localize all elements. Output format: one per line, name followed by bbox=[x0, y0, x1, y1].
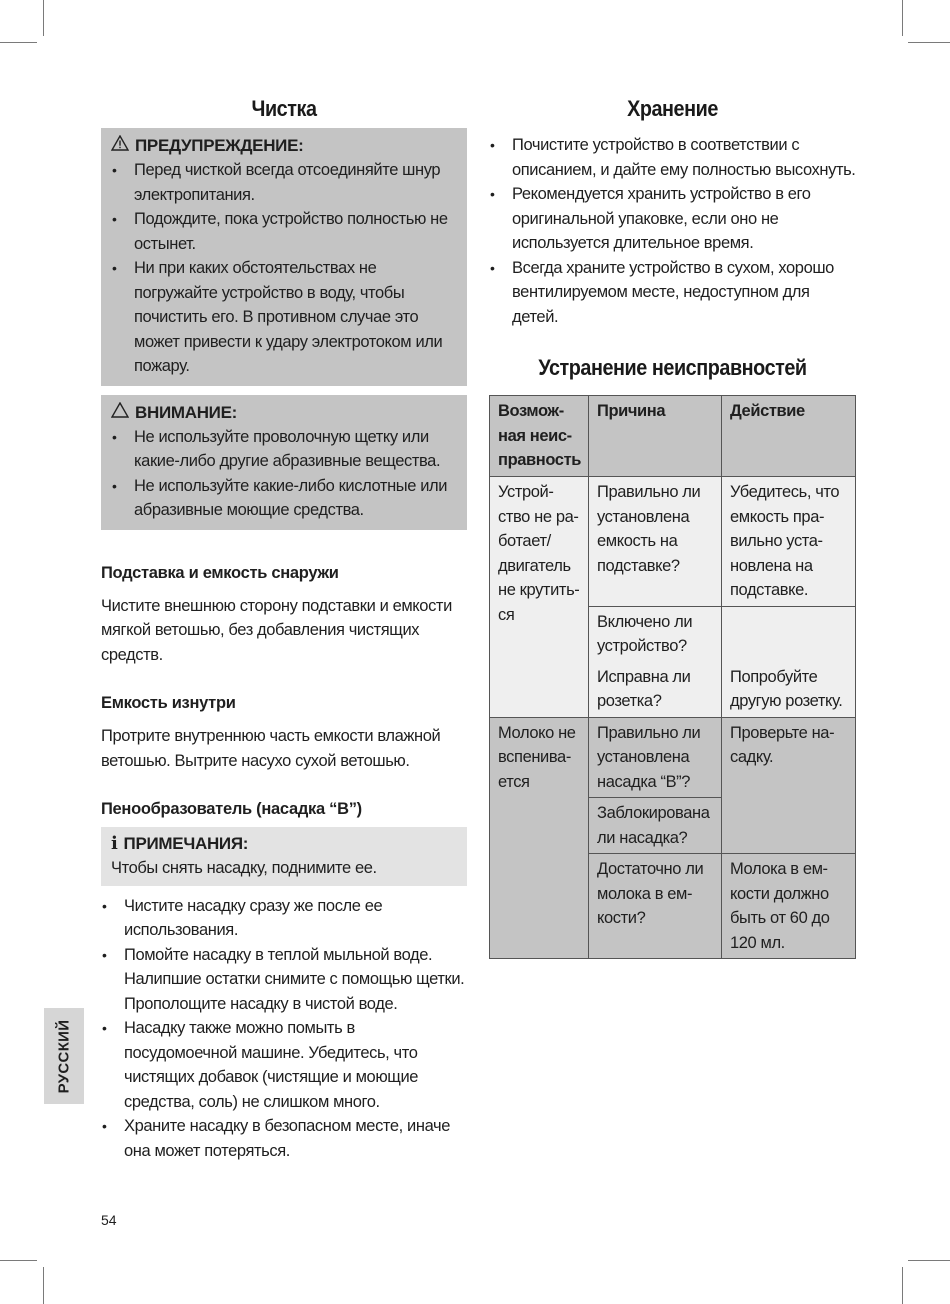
caution-title: ВНИМАНИЕ: bbox=[135, 402, 238, 422]
warning-box bbox=[101, 128, 467, 386]
paragraph-container-inside: Протрите внутреннюю часть емкости влажной ветошью. Вытрите насухо сухой ветошью. bbox=[101, 727, 441, 770]
list-item: • Не используйте какие-либо кислотные или абразивные моющие средства. bbox=[111, 474, 457, 523]
language-tab-label: РУССКИЙ bbox=[55, 1019, 73, 1093]
list-item: • Подождите, пока устройство полностью не остынет. bbox=[111, 207, 457, 256]
table-row bbox=[490, 717, 856, 798]
page-number: 54 bbox=[101, 1212, 117, 1228]
problem-cell: Молоко не вспенивается bbox=[490, 717, 589, 959]
crop-mark bbox=[43, 0, 44, 36]
list-item: • Храните насадку в безопасном месте, иначе она может потеряться. bbox=[101, 1114, 467, 1163]
crop-mark bbox=[0, 42, 37, 43]
action-cell: Убедитесь, что емкость правильно установлена на подставке. bbox=[722, 477, 856, 607]
header-action: Действие bbox=[722, 396, 856, 477]
action-cell: Попробуйте другую розетку. bbox=[722, 662, 856, 718]
note-title: ПРИМЕЧАНИЯ: bbox=[123, 834, 249, 853]
cause-cell: Достаточно ли молока в емкости? bbox=[589, 854, 722, 959]
crop-mark bbox=[908, 1260, 950, 1261]
warning-title: ПРЕДУПРЕЖДЕНИЕ: bbox=[135, 136, 304, 155]
language-tab bbox=[44, 1008, 84, 1104]
troubleshooting-table bbox=[489, 395, 856, 959]
crop-mark bbox=[908, 42, 950, 43]
warning-list bbox=[111, 158, 457, 379]
list-item: • Перед чисткой всегда отсоединяйте шнур электропитания. bbox=[111, 158, 457, 207]
list-item: • Ни при каких обстоятельствах не погружайте устройство в воду, чтобы почистить его. В противном случае это может привести к удару электротоком или пожару. bbox=[111, 256, 457, 379]
crop-mark bbox=[43, 1267, 44, 1304]
action-cell: Молока в емкости должно быть от 60 до 120 мл. bbox=[722, 854, 856, 959]
subheading-container-inside: Емкость изнутри bbox=[101, 694, 236, 712]
subheading-frother: Пенообразователь (насадка “B”) bbox=[101, 800, 362, 818]
list-item: • Насадку также можно помыть в посудомоечной машине. Убедитесь, что чистящих добавок (чистящие и моющие средства, соль) не слишком много. bbox=[101, 1016, 467, 1114]
section-title-storage: Хранение bbox=[627, 96, 718, 121]
right-column bbox=[489, 0, 856, 959]
note-text: Чтобы снять насадку, поднимите ее. bbox=[111, 859, 377, 877]
caution-list bbox=[111, 425, 457, 523]
note-header bbox=[111, 832, 457, 856]
frother-list bbox=[101, 894, 467, 1164]
list-item: • Рекомендуется хранить устройство в его оригинальной упаковке, если оно не используется длительное время. bbox=[489, 182, 856, 256]
warning-triangle-icon bbox=[111, 134, 129, 158]
list-item: • Почистите устройство в соответствии с описанием, и дайте ему полностью высохнуть. bbox=[489, 133, 856, 182]
table-row bbox=[490, 477, 856, 607]
paragraph-base-outside: Чистите внешнюю сторону подставки и емкости мягкой ветошью, без добавления чистящих средств. bbox=[101, 596, 452, 664]
subheading-base-outside: Подставка и емкость снаружи bbox=[101, 563, 339, 582]
cause-cell: Заблокирована ли насадка? bbox=[589, 798, 722, 854]
problem-cell: Устройство не работает/ двигатель не крутиться bbox=[490, 477, 589, 718]
action-cell bbox=[722, 606, 856, 662]
list-item: • Помойте насадку в теплой мыльной воде. Налипшие остатки снимите с помощью щетки. Прополощите насадку в чистой воде. bbox=[101, 943, 467, 1017]
storage-list bbox=[489, 133, 856, 329]
list-item: • Всегда храните устройство в сухом, хорошо вентилируемом месте, недоступном для детей. bbox=[489, 256, 856, 330]
header-problem: Возможная неисправность bbox=[490, 396, 589, 477]
list-item: • Не используйте проволочную щетку или какие-либо другие абразивные вещества. bbox=[111, 425, 457, 474]
header-cause: Причина bbox=[589, 396, 722, 477]
cause-cell: Включено ли устройство? bbox=[589, 606, 722, 662]
section-title-troubleshooting: Устранение неисправностей bbox=[538, 355, 807, 380]
cause-cell: Правильно ли установлена емкость на подставке? bbox=[589, 477, 722, 607]
caution-header bbox=[111, 401, 457, 425]
cause-cell: Правильно ли установлена насадка “B”? bbox=[589, 717, 722, 798]
table-header-row bbox=[490, 396, 856, 477]
caution-box bbox=[101, 395, 467, 530]
caution-triangle-icon bbox=[111, 401, 129, 425]
note-box bbox=[101, 827, 467, 886]
crop-mark bbox=[902, 1267, 903, 1304]
list-item: • Чистите насадку сразу же после ее использования. bbox=[101, 894, 467, 943]
cause-cell: Исправна ли розетка? bbox=[589, 662, 722, 718]
left-column bbox=[101, 0, 467, 1163]
crop-mark bbox=[0, 1260, 37, 1261]
crop-mark bbox=[902, 0, 903, 36]
section-title-cleaning: Чистка bbox=[251, 96, 317, 121]
info-icon: i bbox=[111, 833, 118, 854]
warning-header bbox=[111, 134, 457, 158]
action-cell: Проверьте насадку. bbox=[722, 717, 856, 854]
